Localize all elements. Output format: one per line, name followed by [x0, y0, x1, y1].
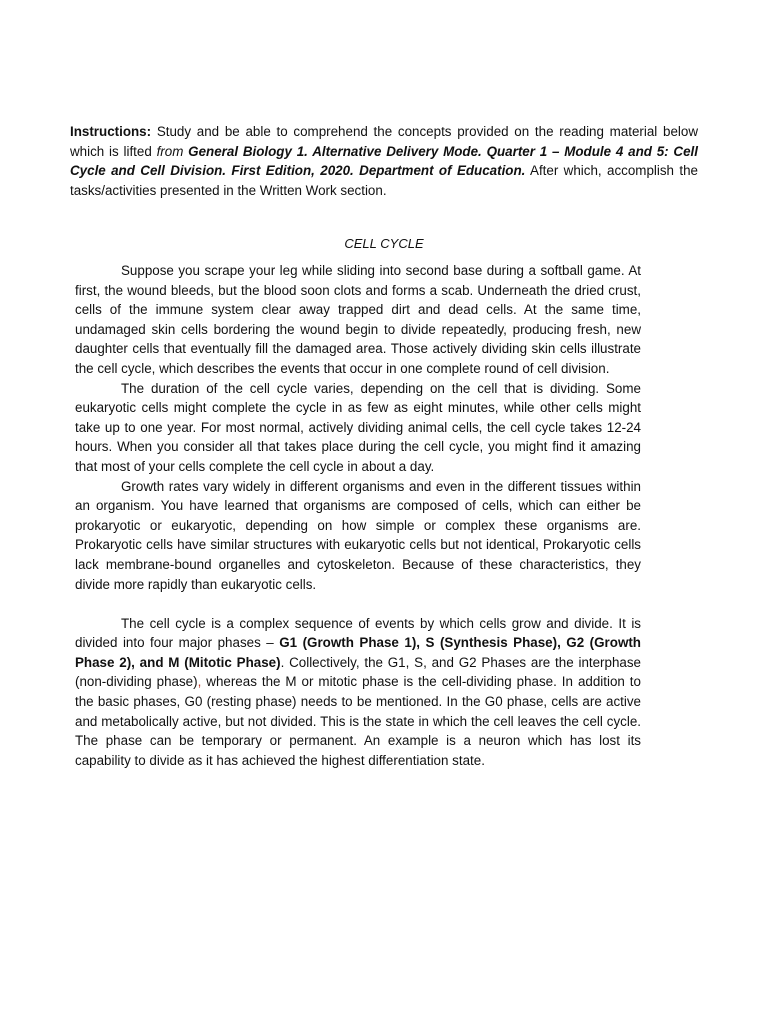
paragraph-4 [75, 614, 641, 771]
paragraph-4-mid: . Collectively, the G1, S, and G2 Phases are the interphase (non-dividing phase) [75, 654, 641, 690]
instructions-from: from [156, 143, 184, 159]
instructions-source: General Biology 1. Alternative Delivery Mode. Quarter 1 – Module 4 and 5: Cell Cycle and Cell Division. First Edition, 2020. Department of Education. [70, 143, 698, 178]
paragraph-4-end: whereas the M or mitotic phase is the cell-dividing phase. In addition to the basic phases, G0 (resting phase) needs to be mentioned. In the G0 phase, cells are active and metabolically active, but not divided. This is the state in which the cell leaves the cell cycle. The phase can be temporary or permanent. An example is a neuron which has lost its capability to divide as it has achieved the highest differentiation state. [75, 674, 641, 768]
paragraph-1: Suppose you scrape your leg while sliding into second base during a softball game. At first, the wound bleeds, but the blood soon clots and forms a scab. Underneath the dried crust, cells of the immune system clear away trapped dirt and dead cells. At the same time, undamaged skin cells bordering the wound begin to divide repeatedly, producing fresh, new daughter cells that eventually fill the damaged area. Those actively dividing skin cells illustrate the cell cycle, which describes the events that occur in one complete round of cell division. [75, 263, 641, 376]
paragraph-4-start: The cell cycle is a complex sequence of events by which cells grow and divide. It is divided into four major phases – [75, 615, 641, 651]
paragraph-3: Growth rates vary widely in different organisms and even in the different tissues within an organism. You have learned that organisms are composed of cells, which can either be prokaryotic or eukaryotic, depending on how simple or complex these organisms are. Prokaryotic cells have similar structures with eukaryotic cells but not identical, Prokaryotic cells lack membrane-bound organelles and cytoskeleton. Because of these characteristics, they divide more rapidly than eukaryotic cells. [75, 478, 641, 592]
paragraph-2: The duration of the cell cycle varies, depending on the cell that is dividing. Some eukaryotic cells might complete the cycle in as few as eight minutes, while other cells might take up to one year. For most normal, actively dividing animal cells, the cell cycle takes 12-24 hours. When you consider all that takes place during the cell cycle, you might find it amazing that most of your cells complete the cell cycle in about a day. [75, 380, 641, 474]
instructions-text-end: After which, accomplish the tasks/activities presented in the Written Work section. [70, 163, 698, 198]
body-text [75, 261, 641, 770]
instructions-text: Study and be able to comprehend the concepts provided on the reading material below which is lifted [70, 124, 698, 159]
instructions-label: Instructions: [70, 124, 152, 139]
paragraph-4-comma: , [197, 674, 202, 690]
instructions-block [70, 122, 698, 200]
section-title: CELL CYCLE [344, 236, 424, 251]
paragraph-4-phases: G1 (Growth Phase 1), S (Synthesis Phase), G2 (Growth Phase 2), and M (Mitotic Phase) [75, 635, 641, 670]
